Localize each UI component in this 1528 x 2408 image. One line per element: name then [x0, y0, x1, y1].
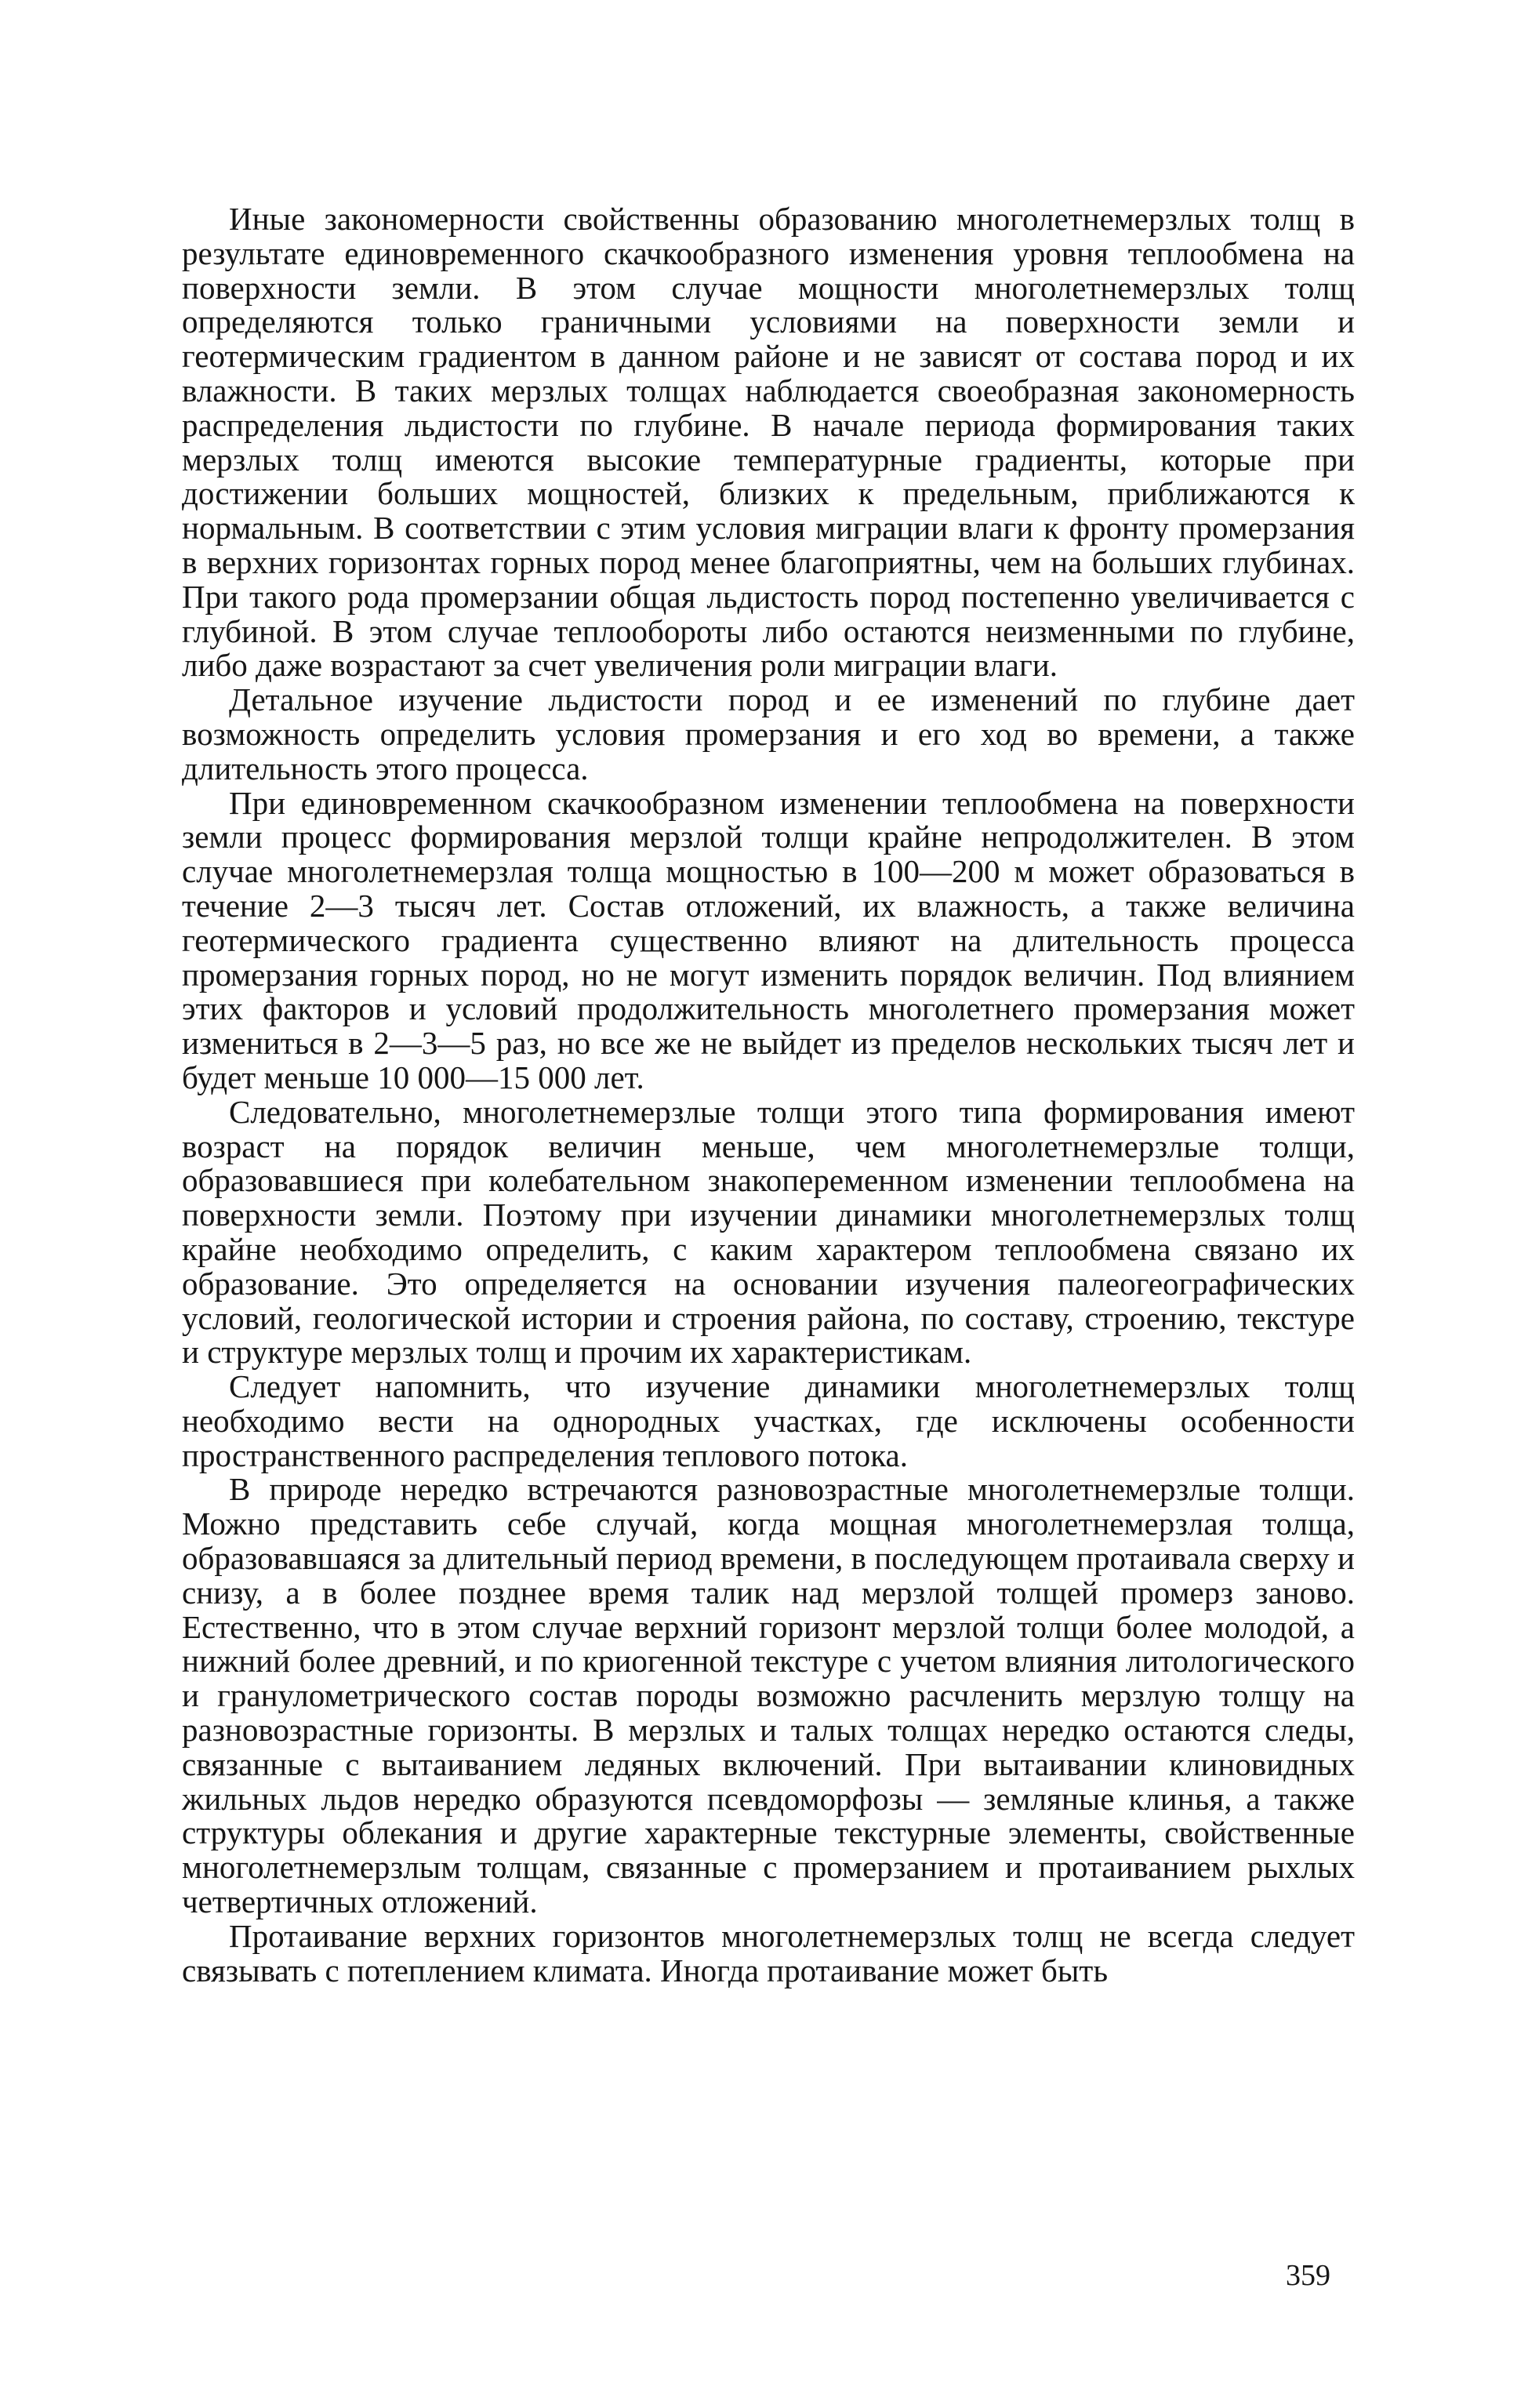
page-number: 359 [1286, 2259, 1330, 2292]
paragraph: При единовременном скачкообразном изменении теплообмена на поверхности земли процесс формирования мерзлой толщи крайне непродолжителен. В этом случае многолетнемерзлая толща мощностью в 100—200 м может образоваться в течение 2—3 тысяч лет. Состав отложений, их влажность, а также величина геотермического градиента существенно влияют на длительность процесса промерзания горных пород, но не могут изменить порядок величин. Под влиянием этих факторов и условий продолжительность многолетнего промерзания может измениться в 2—3—5 раз, но все же не выйдет из пределов нескольких тысяч лет и будет меньше 10 000—15 000 лет. [182, 784, 1355, 1095]
paragraph: Следовательно, многолетнемерзлые толщи этого типа формирования имеют возраст на порядок величин меньше, чем многолетнемерзлые толщи, образовавшиеся при колебательном знакопеременном изменении теплообмена на поверхности земли. Поэтому при изучении динамики многолетнемерзлых толщ крайне необходимо определить, с каким характером теплообмена связано их образование. Это определяется на основании изучения палеогеографических условий, геологической истории и строения района, по составу, строению, текстуре и структуре мерзлых толщ и прочим их характеристикам. [182, 1093, 1355, 1371]
paragraph: Протаивание верхних горизонтов многолетнемерзлых толщ не всегда следует связывать с потеплением климата. Иногда протаивание может быть [182, 1917, 1355, 1989]
paragraph: Иные закономерности свойственны образованию многолетнемерзлых толщ в результате единовременного скачкообразного изменения уровня теплообмена на поверхности земли. В этом случае мощности многолетнемерзлых толщ определяются только граничными условиями на поверхности земли и геотермическим градиентом в данном районе и не зависят от состава пород и их влажности. В таких мерзлых толщах наблюдается своеобразная закономерность распределения льдистости по глубине. В начале периода формирования таких мерзлых толщ имеются высокие температурные градиенты, которые при достижении больших мощностей, близких к предельным, приближаются к нормальным. В соответствии с этим условия миграции влаги к фронту промерзания в верхних горизонтах горных пород менее благоприятны, чем на больших глубинах. При такого рода промерзании общая льдистость пород постепенно увеличивается с глубиной. В этом случае теплообороты либо остаются неизменными по глубине, либо даже возрастают за счет увеличения роли миграции влаги. [182, 201, 1355, 684]
paragraph: В природе нередко встречаются разновозрастные многолетнемерзлые толщи. Можно представить себе случай, когда мощная многолетнемерзлая толща, образовавшаяся за длительный период времени, в последующем протаивала сверху и снизу, а в более позднее время талик над мерзлой толщей промерз заново. Естественно, что в этом случае верхний горизонт мерзлой толщи более молодой, а нижний более древний, и по криогенной текстуре с учетом влияния литологического и гранулометрического состав породы возможно расчленить мерзлую толщу на разновозрастные горизонты. В мерзлых и талых толщах нередко остаются следы, связанные с вытаиванием ледяных включений. При вытаивании клиновидных жильных льдов нередко образуются псевдоморфозы — земляные клинья, а также структуры облекания и другие характерные текстурные элементы, свойственные многолетнемерзлым толщам, связанные с промерзанием и протаиванием рыхлых четвертичных отложений. [182, 1471, 1355, 1920]
paragraph: Детальное изучение льдистости пород и ее изменений по глубине дает возможность определить условия промерзания и его ход во времени, а также длительность этого процесса. [182, 681, 1355, 786]
body-text [182, 202, 1355, 1988]
paragraph: Следует напомнить, что изучение динамики многолетнемерзлых толщ необходимо вести на однородных участках, где исключены особенности пространственного распределения теплового потока. [182, 1368, 1355, 1473]
